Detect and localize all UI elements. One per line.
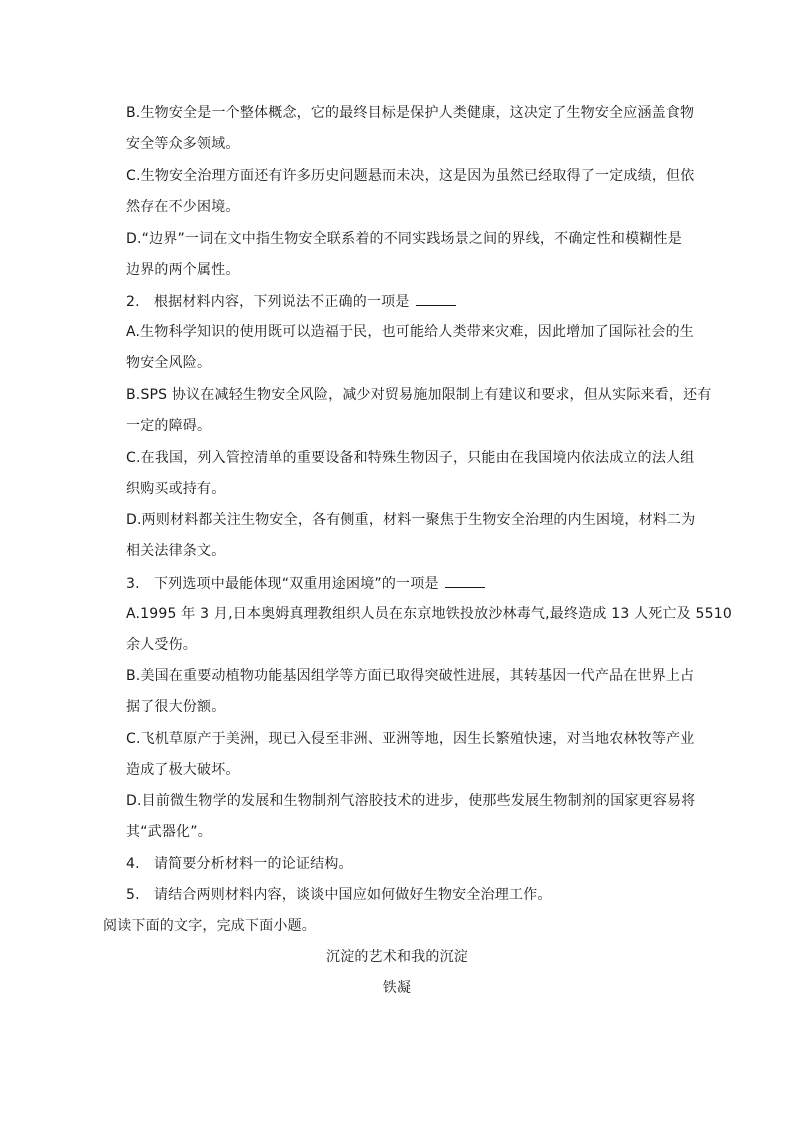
answer-blank[interactable]: [445, 573, 485, 588]
question-3: [126, 573, 485, 594]
option-b-q3-line2: 据了很大份额。: [126, 699, 226, 715]
article-title: 沉淀的艺术和我的沉淀: [326, 949, 468, 965]
question-5: 5. 请结合两则材料内容，谈谈中国应如何做好生物安全治理工作。: [126, 887, 552, 903]
option-c-q1-line1: C.生物安全治理方面还有许多历史问题悬而未决，这是因为虽然已经取得了一定成绩，但依: [126, 168, 695, 184]
option-c-q2-line2: 织购买或持有。: [126, 481, 226, 497]
option-d-q1-line2: 边界的两个属性。: [126, 262, 240, 278]
question-3-text: 3. 下列选项中最能体现“双重用途困境”的一项是: [126, 576, 439, 592]
option-a-q2-line1: A.生物科学知识的使用既可以造福于民，也可能给人类带来灾难，因此增加了国际社会的生: [126, 324, 694, 340]
option-c-q1-line2: 然存在不少困境。: [126, 199, 240, 215]
option-d-q3-line1: D.目前微生物学的发展和生物制剂气溶胶技术的进步，使那些发展生物制剂的国家更容易将: [126, 793, 696, 809]
option-c-q3-line2: 造成了极大破坏。: [126, 762, 240, 778]
option-b-q1-line2: 安全等众多领域。: [126, 136, 240, 152]
option-d-q1-line1: D.“边界”一词在文中指生物安全联系着的不同实践场景之间的界线，不确定性和模糊性是: [126, 231, 682, 247]
option-c-q2-line1: C.在我国，列入管控清单的重要设备和特殊生物因子，只能由在我国境内依法成立的法人组: [126, 450, 695, 466]
option-b-q2-line1: B.SPS 协议在减轻生物安全风险，减少对贸易施加限制上有建议和要求，但从实际来看，还有: [126, 387, 712, 403]
question-2-text: 2. 根据材料内容，下列说法不正确的一项是: [126, 294, 410, 310]
option-d-q2-line1: D.两则材料都关注生物安全，各有侧重，材料一聚焦于生物安全治理的内生困境，材料二为: [126, 512, 696, 528]
question-2: [126, 291, 456, 312]
option-a-q2-line2: 物安全风险。: [126, 355, 212, 371]
option-c-q3-line1: C.飞机草原产于美洲，现已入侵至非洲、亚洲等地，因生长繁殖快速，对当地农林牧等产业: [126, 731, 695, 747]
option-d-q3-line2: 其“武器化”。: [126, 824, 212, 840]
question-4: 4. 请简要分析材料一的论证结构。: [126, 856, 353, 872]
answer-blank[interactable]: [416, 291, 456, 306]
reading-instruction: 阅读下面的文字，完成下面小题。: [103, 918, 316, 934]
option-a-q3-line2: 余人受伤。: [126, 637, 197, 653]
article-author: 铁凝: [382, 980, 412, 996]
option-a-q3-line1: A.1995 年 3 月,日本奥姆真理教组织人员在东京地铁投放沙林毒气,最终造成 13 人死亡及 5510: [126, 606, 732, 622]
option-b-q2-line2: 一定的障碍。: [126, 418, 212, 434]
option-b-q1-line1: B.生物安全是一个整体概念，它的最终目标是保护人类健康，这决定了生物安全应涵盖食物: [126, 105, 695, 121]
option-d-q2-line2: 相关法律条文。: [126, 543, 226, 559]
option-b-q3-line1: B.美国在重要动植物功能基因组学等方面已取得突破性进展，其转基因一代产品在世界上占: [126, 668, 695, 684]
